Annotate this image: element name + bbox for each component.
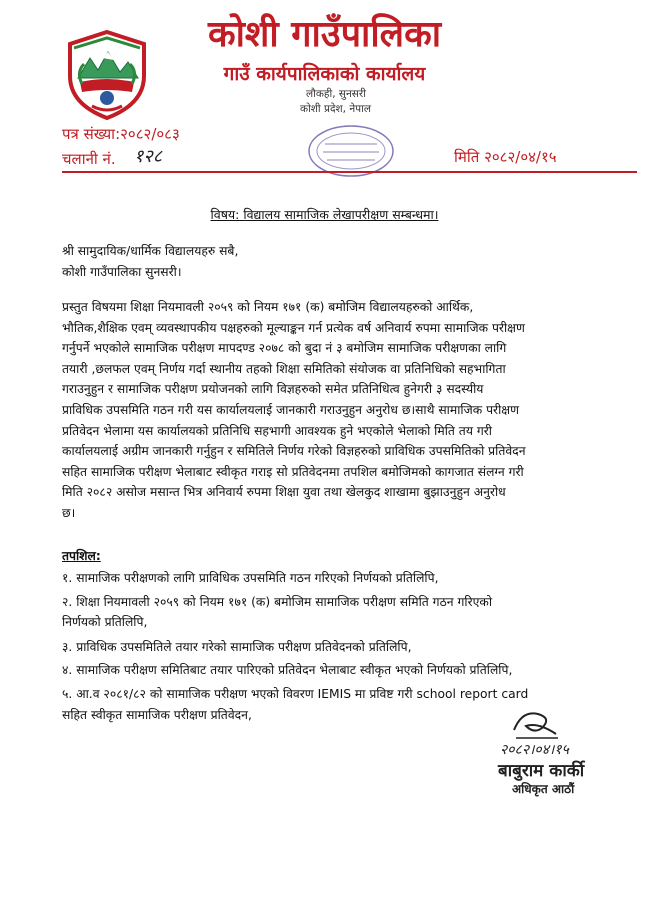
tapsil-item: २. शिक्षा नियमावली २०५९ को नियम १७१ (क) बमोजिम सामाजिक परीक्षण समिति गठन गरिएको xyxy=(62,595,493,609)
dispatch-number-handwritten: १२८ xyxy=(134,146,163,167)
tapsil-item-continued: सहित स्वीकृत सामाजिक परीक्षण प्रतिवेदन, xyxy=(62,708,252,722)
body-line: प्राविधिक उपसमिति गठन गरी यस कार्यालयलाई जानकारी गराउनुहुन अनुरोध छ।साथै सामाजिक परीक्षण xyxy=(62,402,519,417)
tapsil-item: ५. आ.व २०८१/८२ को सामाजिक परीक्षण भएको विवरण IEMIS मा प्रविष्ट गरी school report card xyxy=(62,687,529,701)
location-line-2: कोशी प्रदेश, नेपाल xyxy=(300,103,371,115)
tapsil-item: ४. सामाजिक परीक्षण समितिबाट तयार पारिएको प्रतिवेदन भेलाबाट स्वीकृत भएको निर्णयको प्रतिलिपि, xyxy=(62,663,513,677)
body-line: प्रतिवेदन भेलामा यस कार्यालयको प्रतिनिधि सहभागी आवश्यक हुने भएकोले भेलाको मिति तय गरी xyxy=(62,423,492,438)
body-line: गराउनुहुन र सामाजिक परीक्षण प्रयोजनको लागि विज्ञहरुको समेत प्रतिनिधित्व हुनेगरी ३ सदस्यीय xyxy=(62,382,484,397)
signature-date: २०८२।०४।१५ xyxy=(500,742,569,758)
letter-date xyxy=(454,147,557,167)
body-line: छ। xyxy=(62,505,76,520)
tapsil-heading: तपशिल: xyxy=(62,549,101,563)
body-line: सहित सामाजिक परीक्षण भेलाबाट स्वीकृत गराइ सो प्रतिवेदनमा तपशिल बमोजिमको कागजात संलग्न गरी xyxy=(62,464,524,479)
body-line: भौतिक,शैक्षिक एवम् व्यवस्थापकीय पक्षहरुको मूल्याङ्कन गर्न प्रत्येक वर्ष अनिवार्य रुपमा सामाजिक परीक्षण xyxy=(62,320,525,335)
signatory-name: बाबुराम कार्की xyxy=(498,761,585,781)
addressee-line-2: कोशी गाउँपालिका सुनसरी। xyxy=(62,265,182,279)
letter-subject xyxy=(0,206,649,223)
reference-label: पत्र संख्या: xyxy=(62,125,121,143)
header-divider xyxy=(62,171,637,173)
date-label: मिति xyxy=(454,148,480,166)
dispatch-label: चलानी नं. xyxy=(62,150,116,168)
subject-text: विषय: विद्यालय सामाजिक लेखापरीक्षण सम्बन्धमा। xyxy=(210,207,439,222)
body-line: तयारी ,छलफल एवम् निर्णय गर्दा स्थानीय तहको शिक्षा समितिको संयोजक वा प्रतिनिधिको सहभागिता xyxy=(62,361,506,376)
signatory-post: अधिकृत आठौं xyxy=(512,782,575,796)
date-value: २०८२/०४/१५ xyxy=(484,148,557,166)
tapsil-item-continued: निर्णयको प्रतिलिपि, xyxy=(62,615,148,629)
tapsil-item: १. सामाजिक परीक्षणको लागि प्राविधिक उपसमिति गठन गरिएको निर्णयको प्रतिलिपि, xyxy=(62,571,439,585)
addressee-line-1: श्री सामुदायिक/धार्मिक विद्यालयहरु सबै, xyxy=(62,244,239,258)
body-line: कार्यालयलाई अग्रीम जानकारी गर्नुहुन र समितिले निर्णय गरेको विज्ञहरुको प्राविधिक उपसमितिको प्रतिवेदन xyxy=(62,444,526,459)
tapsil-item: ३. प्राविधिक उपसमितिले तयार गरेको सामाजिक परीक्षण प्रतिवेदनको प्रतिलिपि, xyxy=(62,640,412,654)
body-line: मिति २०८२ असोज मसान्त भित्र अनिवार्य रुपमा शिक्षा युवा तथा खेलकुद शाखामा बुझाउनुहुन अनुरोध xyxy=(62,485,506,500)
municipality-title: कोशी गाउँपालिका xyxy=(207,14,442,55)
handwritten-signature xyxy=(508,704,564,744)
body-line: प्रस्तुत विषयमा शिक्षा नियमावली २०५९ को नियम १७१ (क) बमोजिम विद्यालयहरुको आर्थिक, xyxy=(62,300,474,314)
reference-number xyxy=(62,124,180,144)
reference-value: २०८२/०८३ xyxy=(120,125,180,143)
letter-body xyxy=(62,297,618,524)
body-line: गर्नुपर्ने भएकोले सामाजिक परीक्षण मापदण्ड २०७८ को बुदा नं ३ बमोजिम सामाजिक परीक्षणका लागि xyxy=(62,341,507,356)
office-name: गाउँ कार्यपालिकाको कार्यालय xyxy=(223,63,426,85)
location-line-1: लौकही, सुनसरी xyxy=(306,88,366,100)
